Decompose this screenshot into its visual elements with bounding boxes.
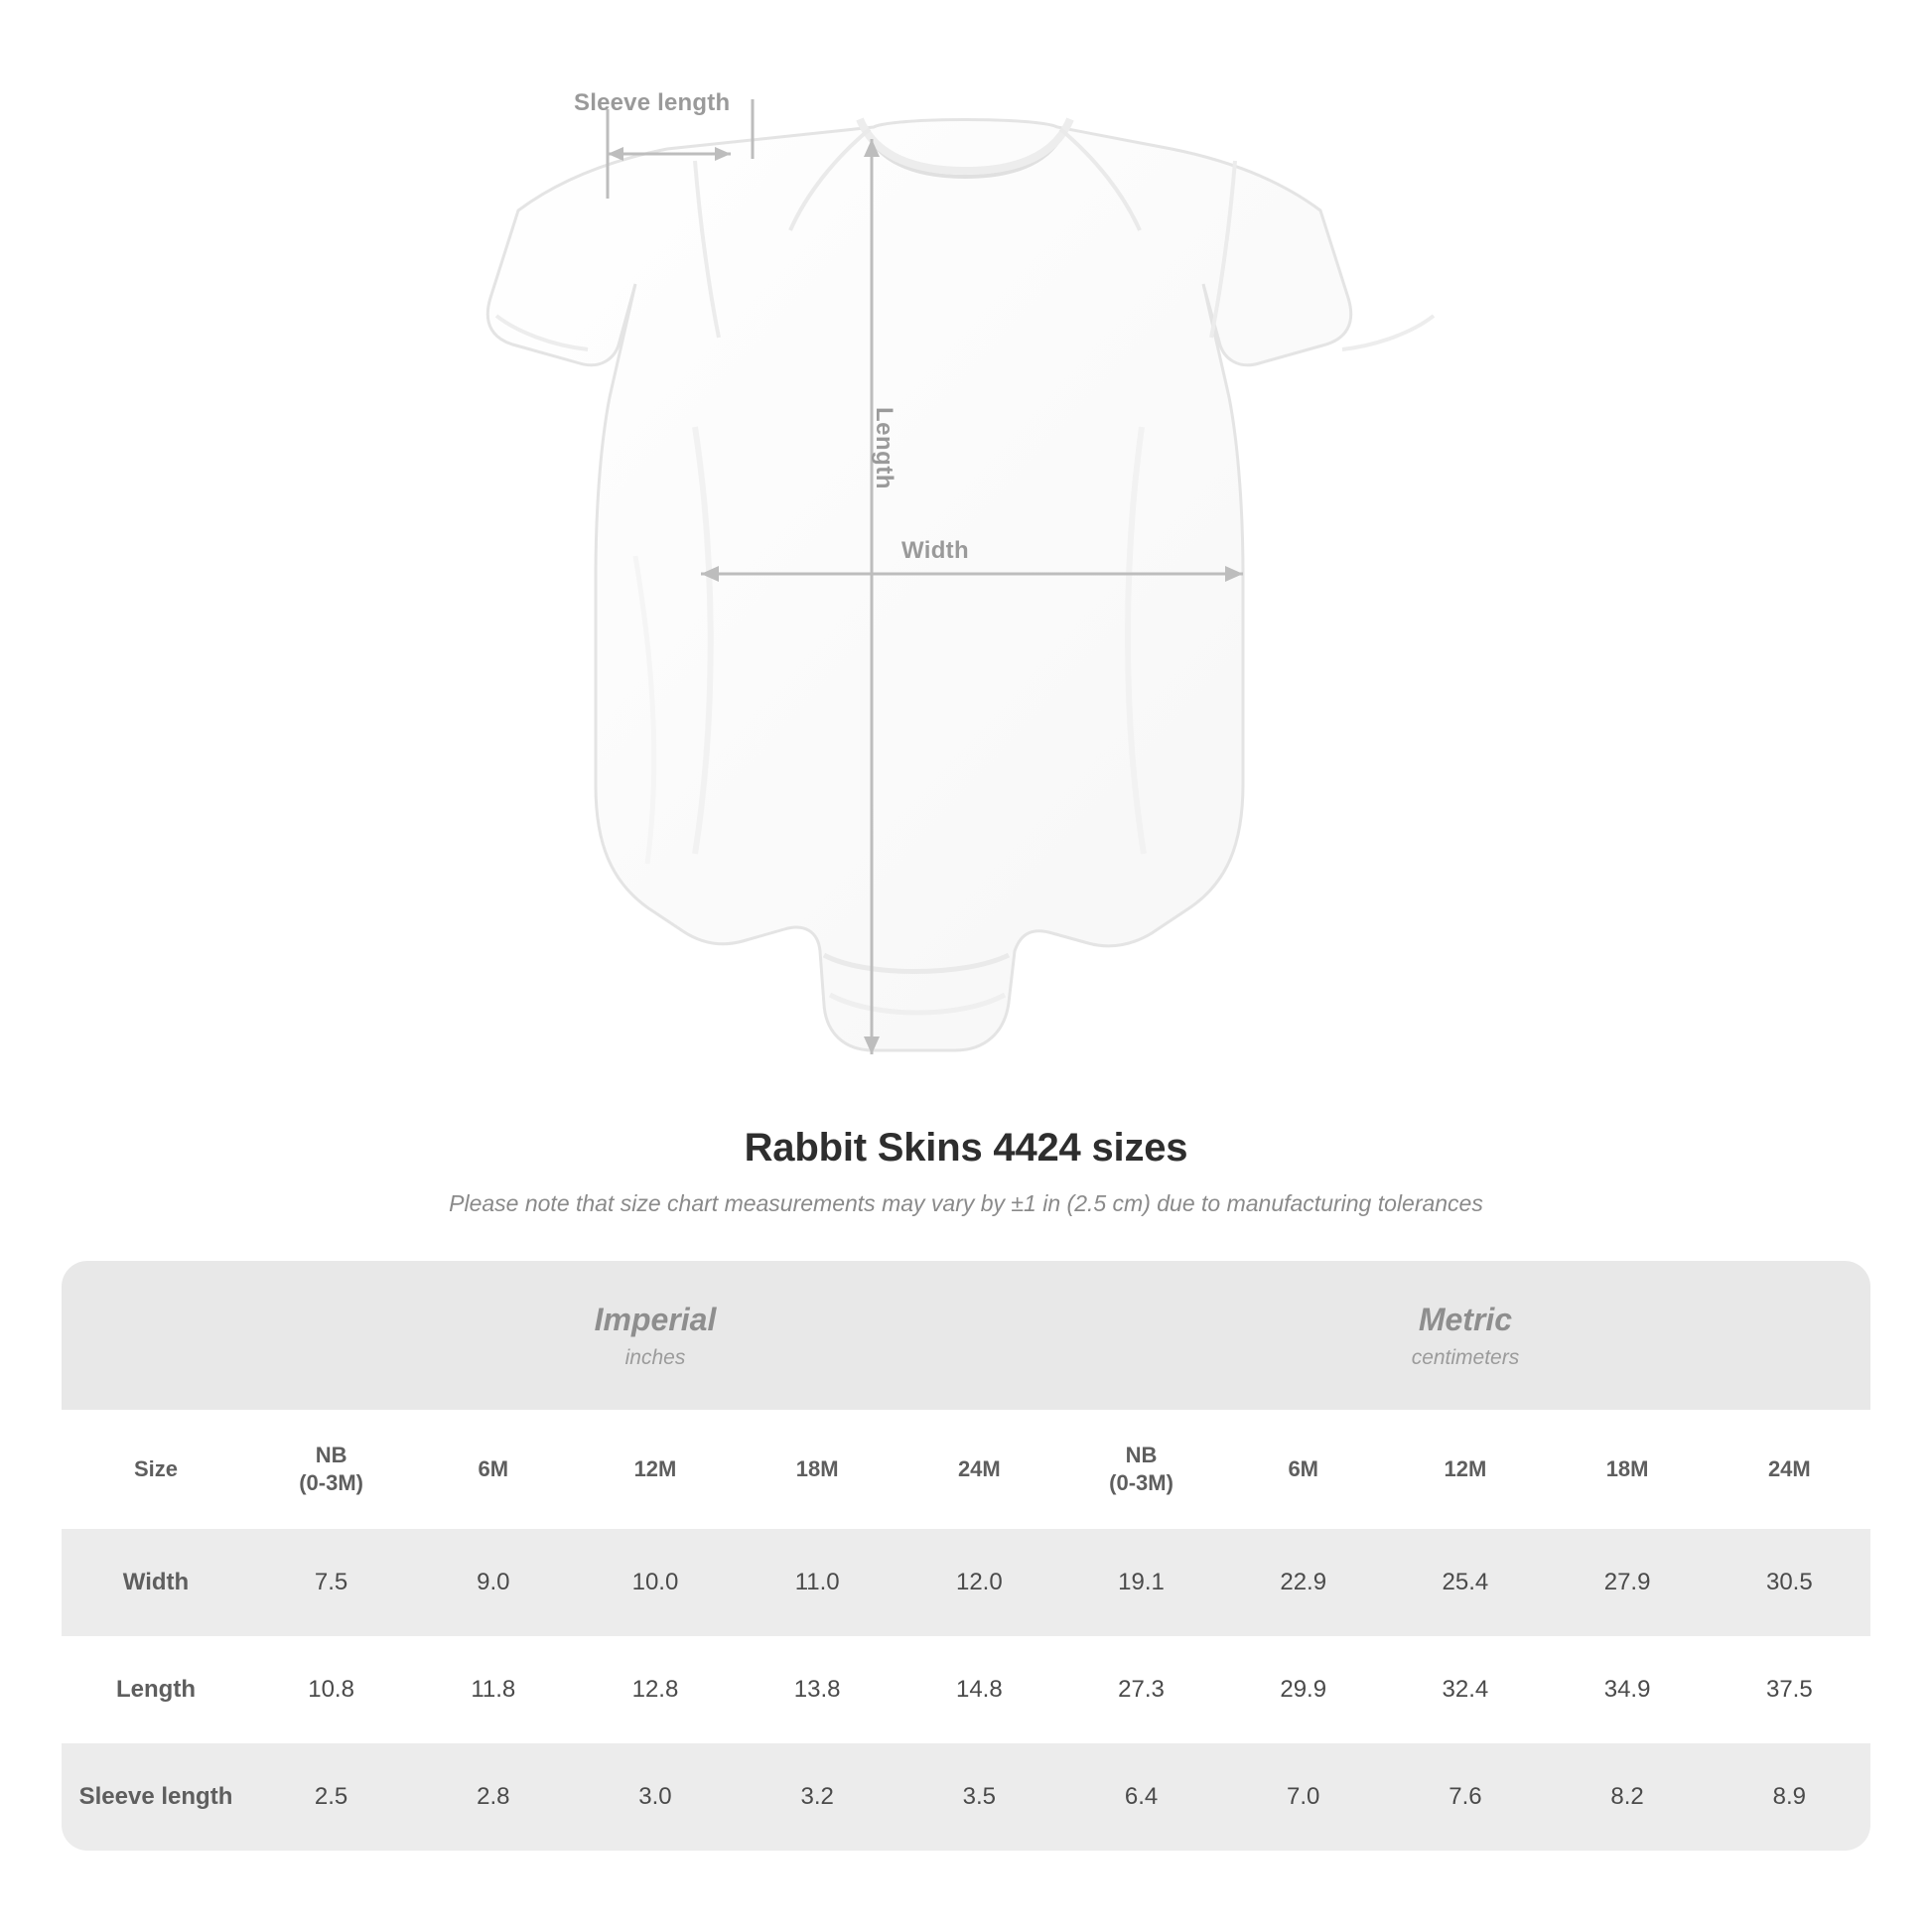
measurement-cell: 2.5 [250, 1743, 412, 1851]
unit-header-metric [1060, 1261, 1870, 1410]
size-column-header [737, 1410, 898, 1529]
measurement-cell: 7.5 [250, 1529, 412, 1636]
measurement-cell: 2.8 [412, 1743, 574, 1851]
size-chart-table-wrapper [62, 1261, 1870, 1851]
length-callout: Length [871, 407, 897, 489]
size-chart-table [62, 1261, 1870, 1851]
measurement-cell: 7.6 [1384, 1743, 1546, 1851]
measurement-cell: 32.4 [1384, 1636, 1546, 1743]
size-label: 18M [1605, 1456, 1649, 1481]
measurement-cell: 3.2 [737, 1743, 898, 1851]
size-column-header [1709, 1410, 1870, 1529]
measurement-cell: 30.5 [1709, 1529, 1870, 1636]
page-title: Rabbit Skins 4424 sizes [744, 1126, 1188, 1170]
tolerance-note: Please note that size chart measurements may vary by ±1 in (2.5 cm) due to manufacturing tolerances [449, 1190, 1483, 1216]
table-row [62, 1743, 1870, 1851]
measurement-cell: 27.3 [1060, 1636, 1222, 1743]
row-label: Width [62, 1529, 250, 1636]
unit-header-row [62, 1261, 1870, 1410]
size-label: NB [315, 1443, 347, 1467]
size-label: 24M [1767, 1456, 1811, 1481]
size-label: 18M [795, 1456, 839, 1481]
size-label: 24M [957, 1456, 1001, 1481]
title-block [0, 1126, 1932, 1217]
measurement-cell: 12.8 [574, 1636, 736, 1743]
sleeve-length-callout: Sleeve length [574, 89, 731, 116]
measurement-cell: 11.8 [412, 1636, 574, 1743]
size-header-row [62, 1410, 1870, 1529]
measurement-cell: 22.9 [1222, 1529, 1384, 1636]
measurement-cell: 37.5 [1709, 1636, 1870, 1743]
size-column-header [250, 1410, 412, 1529]
size-column-header [574, 1410, 736, 1529]
measurement-cell: 14.8 [898, 1636, 1060, 1743]
size-label: 6M [1288, 1456, 1318, 1481]
size-sublabel: (0-3M) [1109, 1470, 1173, 1495]
measurement-cell: 8.9 [1709, 1743, 1870, 1851]
measurement-cell: 3.5 [898, 1743, 1060, 1851]
measurement-cell: 13.8 [737, 1636, 898, 1743]
width-callout: Width [901, 537, 969, 564]
measurement-cell: 27.9 [1547, 1529, 1709, 1636]
unit-subtitle: inches [624, 1345, 686, 1369]
unit-subtitle: centimeters [1411, 1345, 1520, 1369]
size-column-header [412, 1410, 574, 1529]
measurement-cell: 10.8 [250, 1636, 412, 1743]
row-label: Sleeve length [62, 1743, 250, 1851]
measurement-cell: 7.0 [1222, 1743, 1384, 1851]
size-label: 12M [1444, 1456, 1487, 1481]
measurement-cell: 29.9 [1222, 1636, 1384, 1743]
size-header-label: Size [62, 1410, 250, 1529]
row-label: Length [62, 1636, 250, 1743]
measurement-cell: 9.0 [412, 1529, 574, 1636]
measurement-cell: 11.0 [737, 1529, 898, 1636]
size-column-header [1384, 1410, 1546, 1529]
unit-header-imperial [250, 1261, 1060, 1410]
measurement-cell: 25.4 [1384, 1529, 1546, 1636]
unit-name: Imperial [594, 1301, 717, 1337]
measurement-cell: 34.9 [1547, 1636, 1709, 1743]
size-label: 12M [633, 1456, 677, 1481]
measurement-cell: 3.0 [574, 1743, 736, 1851]
measurement-cell: 12.0 [898, 1529, 1060, 1636]
measurement-cell: 6.4 [1060, 1743, 1222, 1851]
size-label: NB [1125, 1443, 1158, 1467]
size-column-header [1547, 1410, 1709, 1529]
table-row [62, 1636, 1870, 1743]
measurement-cell: 10.0 [574, 1529, 736, 1636]
measurement-cell: 8.2 [1547, 1743, 1709, 1851]
table-row [62, 1529, 1870, 1636]
size-column-header [1222, 1410, 1384, 1529]
size-sublabel: (0-3M) [299, 1470, 363, 1495]
measurement-cell: 19.1 [1060, 1529, 1222, 1636]
table-corner-cell [62, 1261, 250, 1410]
unit-name: Metric [1418, 1301, 1513, 1337]
size-column-header [1060, 1410, 1222, 1529]
size-label: 6M [478, 1456, 509, 1481]
size-column-header [898, 1410, 1060, 1529]
